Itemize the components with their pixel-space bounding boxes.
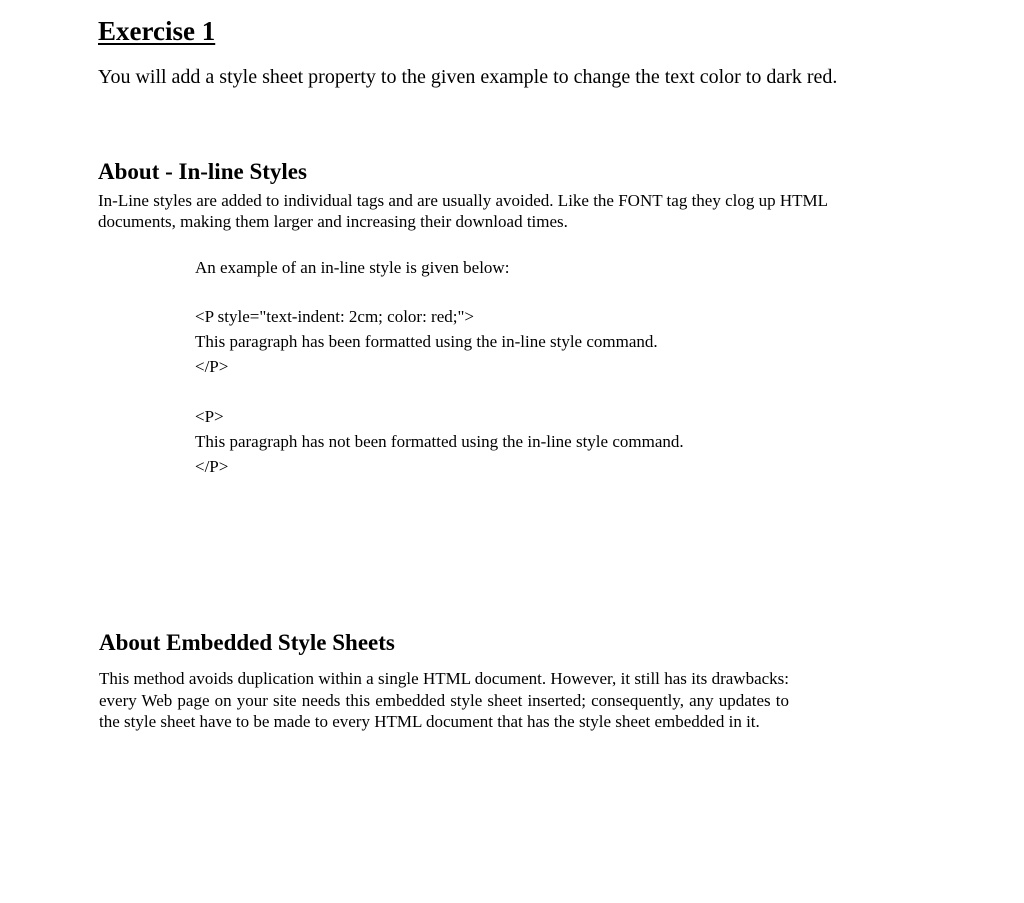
- code-close-tag: </P>: [195, 357, 229, 376]
- exercise-title: Exercise 1: [98, 16, 216, 46]
- code-paragraph-text: This paragraph has been formatted using the in-line style command.: [195, 332, 658, 351]
- example-intro: An example of an in-line style is given below:: [195, 258, 510, 277]
- code-close-tag: </P>: [195, 457, 229, 476]
- embedded-styles-heading: About Embedded Style Sheets: [99, 630, 395, 655]
- exercise-instruction: You will add a style sheet property to the given example to change the text color to dark red.: [98, 66, 838, 88]
- code-open-tag: <P style="text-indent: 2cm; color: red;">: [195, 307, 475, 326]
- inline-styles-heading: About - In-line Styles: [98, 159, 307, 184]
- code-paragraph-text: This paragraph has not been formatted using the in-line style command.: [195, 432, 684, 451]
- inline-styles-paragraph: In-Line styles are added to individual tags and are usually avoided. Like the FONT tag they clog up HTML documents, making them larger and increasing their download times.: [98, 191, 828, 231]
- embedded-styles-paragraph: This method avoids duplication within a single HTML document. However, it still has its drawbacks: every Web page on your site needs this embedded style sheet inserted; consequently, any updates to the style sheet have to be made to every HTML document that has the style sheet embedded in it.: [99, 669, 789, 731]
- code-open-tag: <P>: [195, 407, 224, 426]
- code-example-plain: [195, 404, 795, 479]
- code-example-styled: [195, 304, 795, 379]
